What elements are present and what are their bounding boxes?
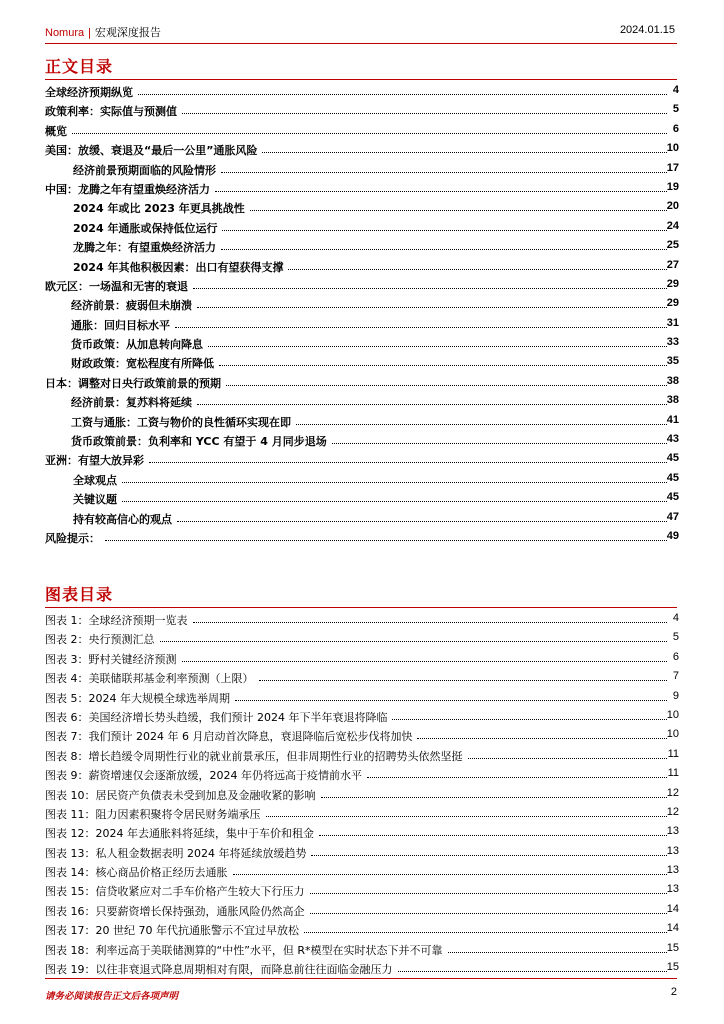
figure-entry-page: 4 xyxy=(672,612,679,624)
toc-entry-label: 通胀：回归目标水平 xyxy=(71,318,170,332)
figure-entry[interactable] xyxy=(45,668,679,687)
toc-entry-page: 41 xyxy=(666,413,679,426)
figure-entry[interactable] xyxy=(45,688,679,707)
toc-entry-page: 47 xyxy=(666,510,679,523)
figure-entry-leader xyxy=(193,622,667,623)
toc-entry-leader xyxy=(122,482,667,483)
figure-entry[interactable] xyxy=(45,920,679,939)
toc-list xyxy=(45,82,679,547)
toc-entry[interactable] xyxy=(45,353,679,372)
figure-entry-label: 图表 14：核心商品价格正经历去通胀 xyxy=(45,866,228,880)
toc-entry[interactable] xyxy=(45,315,679,334)
figure-entry-leader xyxy=(266,816,667,817)
figure-list xyxy=(45,610,679,978)
toc-entry-leader xyxy=(296,424,667,425)
toc-entry-page: 45 xyxy=(666,491,679,504)
figure-entry-label: 图表 13：私人租金数据表明 2024 年将延续放缓趋势 xyxy=(45,846,307,860)
toc-entry-label: 政策利率：实际值与预测值 xyxy=(45,105,177,119)
figure-entry-label: 图表 3：野村关键经济预测 xyxy=(45,652,177,666)
toc-entry-label: 龙腾之年：有望重焕经济活力 xyxy=(73,241,216,255)
figure-entry-label: 图表 19：以往非衰退式降息周期相对有限，而降息前往往面临金融压力 xyxy=(45,963,393,977)
toc-entry[interactable] xyxy=(45,121,679,140)
figure-entry[interactable] xyxy=(45,726,679,745)
toc-entry-leader xyxy=(175,327,667,328)
toc-entry-label: 货币政策：从加息转向降息 xyxy=(71,338,203,352)
toc-entry-label: 货币政策前景：负利率和 YCC 有望于 4 月同步退场 xyxy=(71,435,327,449)
figure-entry-page: 13 xyxy=(666,864,679,877)
toc-entry-leader xyxy=(149,462,667,463)
figure-entry-label: 图表 6：美国经济增长势头趋缓，我们预计 2024 年下半年衰退将降临 xyxy=(45,710,388,724)
toc-entry[interactable] xyxy=(45,528,679,547)
page-header xyxy=(45,22,675,42)
figure-entry-label: 图表 5：2024 年大规模全球选举周期 xyxy=(45,691,230,705)
toc-entry-page: 6 xyxy=(672,122,679,135)
figure-entry-leader xyxy=(392,719,667,720)
figure-entry-page: 13 xyxy=(666,883,679,896)
figure-entry-leader xyxy=(310,913,667,914)
toc-entry[interactable] xyxy=(45,237,679,256)
toc-entry-leader xyxy=(262,152,667,153)
figure-entry-label: 图表 17：20 世纪 70 年代抗通胀警示不宜过早放松 xyxy=(45,924,299,938)
toc-entry-leader xyxy=(208,346,667,347)
report-date: 2024.01.15 xyxy=(619,24,675,36)
toc-entry-label: 全球观点 xyxy=(73,473,117,487)
figure-entry-label: 图表 15：信贷收紧应对二手车价格产生较大下行压力 xyxy=(45,885,305,899)
toc-entry-leader xyxy=(288,269,667,270)
toc-entry-page: 20 xyxy=(666,200,679,213)
toc-entry[interactable] xyxy=(45,101,679,120)
figure-entry-leader xyxy=(304,932,667,933)
toc-entry[interactable] xyxy=(45,412,679,431)
figure-entry-page: 14 xyxy=(666,922,679,935)
footer-divider xyxy=(45,978,677,979)
figure-entry-leader xyxy=(160,641,667,642)
figure-entry-page: 12 xyxy=(666,786,679,799)
toc-entry-label: 经济前景：复苏料将延续 xyxy=(71,396,192,410)
page-number: 2 xyxy=(670,986,677,998)
toc-entry[interactable] xyxy=(45,295,679,314)
figure-entry-leader xyxy=(321,797,667,798)
figure-entry[interactable] xyxy=(45,746,679,765)
figure-entry[interactable] xyxy=(45,901,679,920)
toc-entry-label: 亚洲：有望大放异彩 xyxy=(45,454,144,468)
toc-entry-label: 欧元区：一场温和无害的衰退 xyxy=(45,279,188,293)
toc-entry-leader xyxy=(182,113,667,114)
toc-entry-page: 45 xyxy=(666,471,679,484)
figure-entry-page: 15 xyxy=(666,961,679,974)
figure-entry-leader xyxy=(417,738,667,739)
figure-entry-label: 图表 10：居民资产负债表未受到加息及金融收紧的影响 xyxy=(45,788,316,802)
figure-entry-page: 12 xyxy=(666,805,679,818)
toc-entry-page: 17 xyxy=(666,161,679,174)
toc-entry-page: 25 xyxy=(666,239,679,252)
toc-entry-page: 45 xyxy=(666,452,679,465)
toc-entry-label: 2024 年或比 2023 年更具挑战性 xyxy=(73,202,245,216)
figure-entry[interactable] xyxy=(45,940,679,959)
report-type: 宏观深度报告 xyxy=(94,26,161,39)
toc-entry-page: 27 xyxy=(666,258,679,271)
toc-entry-label: 工资与通胀：工资与物价的良性循环实现在即 xyxy=(71,415,291,429)
brand xyxy=(45,24,161,40)
figure-entry-page: 11 xyxy=(667,747,679,760)
toc-entry-page: 24 xyxy=(666,219,679,232)
figure-entry[interactable] xyxy=(45,785,679,804)
toc-entry-leader xyxy=(197,404,667,405)
toc-entry-page: 35 xyxy=(666,355,679,368)
figure-entry-label: 图表 9：薪资增速仅会逐渐放缓，2024 年仍将远高于疫情前水平 xyxy=(45,769,362,783)
figure-entry-label: 图表 12：2024 年去通胀料将延续，集中于车价和租金 xyxy=(45,827,314,841)
figure-entry[interactable] xyxy=(45,629,679,648)
toc-entry-label: 概览 xyxy=(45,124,67,138)
figure-entry-label: 图表 7：我们预计 2024 年 6 月启动首次降息，衰退降临后宽松步伐将加快 xyxy=(45,730,413,744)
toc-entry[interactable] xyxy=(45,257,679,276)
toc-entry-leader xyxy=(221,249,667,250)
figure-entry-label: 图表 18：利率远高于美联储测算的“中性”水平，但 R*模型在实时状态下并不可靠 xyxy=(45,943,443,957)
toc-entry-leader xyxy=(226,385,667,386)
toc-entry[interactable] xyxy=(45,140,679,159)
toc-entry-label: 财政政策：宽松程度有所降低 xyxy=(71,357,214,371)
figure-entry-page: 13 xyxy=(666,825,679,838)
figure-entry[interactable] xyxy=(45,823,679,842)
brand-name: Nomura xyxy=(45,27,85,39)
toc-entry-page: 49 xyxy=(666,529,679,542)
toc-entry-leader xyxy=(193,288,667,289)
figure-entry-page: 10 xyxy=(666,728,679,741)
toc-title: 正文目录 xyxy=(45,57,114,76)
figure-entry[interactable] xyxy=(45,610,679,629)
figure-entry-label: 图表 4：美联储联邦基金利率预测（上限） xyxy=(45,672,254,686)
figure-entry[interactable] xyxy=(45,959,679,978)
toc-entry-label: 风险提示： xyxy=(45,531,100,545)
toc-entry-label: 全球经济预期纵览 xyxy=(45,86,133,99)
toc-entry-leader xyxy=(222,230,667,231)
toc-entry-leader xyxy=(177,521,667,522)
toc-entry[interactable] xyxy=(45,373,679,392)
toc-title-divider xyxy=(45,79,677,80)
figure-entry[interactable] xyxy=(45,881,679,900)
toc-entry-label: 美国：放缓、衰退及“最后一公里”通胀风险 xyxy=(45,144,258,158)
toc-entry-page: 4 xyxy=(672,84,679,96)
figure-entry[interactable] xyxy=(45,707,679,726)
toc-entry-page: 43 xyxy=(666,433,679,446)
toc-entry-leader xyxy=(332,443,667,444)
toc-entry[interactable] xyxy=(45,392,679,411)
figure-entry[interactable] xyxy=(45,843,679,862)
figure-entry-label: 图表 11：阻力因素积聚将令居民财务端承压 xyxy=(45,807,261,821)
fig-title-divider xyxy=(45,607,677,608)
figure-entry-leader xyxy=(468,758,667,759)
figure-entry[interactable] xyxy=(45,649,679,668)
toc-entry[interactable] xyxy=(45,334,679,353)
figure-entry-leader xyxy=(367,777,667,778)
toc-entry-label: 关键议题 xyxy=(73,493,117,507)
figure-entry-label: 图表 16：只要薪资增长保持强劲，通胀风险仍然高企 xyxy=(45,904,305,918)
toc-entry[interactable] xyxy=(45,82,679,101)
toc-entry-page: 38 xyxy=(666,394,679,407)
figure-entry-page: 11 xyxy=(667,767,679,780)
toc-entry-label: 经济前景：疲弱但未崩溃 xyxy=(71,299,192,313)
figure-entry[interactable] xyxy=(45,804,679,823)
figure-entry-leader xyxy=(182,661,667,662)
toc-entry[interactable] xyxy=(45,431,679,450)
toc-entry-leader xyxy=(138,94,667,95)
toc-entry-label: 持有较高信心的观点 xyxy=(73,512,172,526)
figure-entry-leader xyxy=(448,952,667,953)
toc-entry[interactable] xyxy=(45,489,679,508)
toc-entry-leader xyxy=(197,307,667,308)
toc-entry-page: 29 xyxy=(666,297,679,310)
figure-entry-leader xyxy=(311,855,667,856)
figure-entry-label: 图表 1：全球经济预期一览表 xyxy=(45,614,188,627)
toc-entry-page: 10 xyxy=(666,142,679,155)
toc-entry-page: 33 xyxy=(666,336,679,349)
header-divider xyxy=(45,43,677,44)
figure-entry-leader xyxy=(398,971,667,972)
disclaimer-note: 请务必阅读报告正文后各项声明 xyxy=(45,991,179,1002)
figure-entry-label: 图表 8：增长趋缓令周期性行业的就业前景承压，但非周期性行业的招聘势头依然坚挺 xyxy=(45,749,463,763)
toc-entry-leader xyxy=(72,133,667,134)
figure-entry-page: 13 xyxy=(666,844,679,857)
toc-entry-leader xyxy=(250,210,667,211)
toc-entry-label: 2024 年通胀或保持低位运行 xyxy=(73,221,218,235)
toc-entry-label: 经济前景预期面临的风险情形 xyxy=(73,163,216,177)
toc-entry[interactable] xyxy=(45,179,679,198)
toc-entry[interactable] xyxy=(45,509,679,528)
toc-entry-label: 日本：调整对日央行政策前景的预期 xyxy=(45,376,221,390)
figure-entry-leader xyxy=(310,893,667,894)
toc-entry-leader xyxy=(221,172,667,173)
toc-entry-page: 38 xyxy=(666,374,679,387)
brand-separator: | xyxy=(84,26,95,39)
figure-entry-page: 9 xyxy=(672,689,679,702)
fig-title: 图表目录 xyxy=(45,585,114,604)
figure-entry-leader xyxy=(233,874,667,875)
toc-entry[interactable] xyxy=(45,276,679,295)
toc-entry[interactable] xyxy=(45,450,679,469)
figure-entry[interactable] xyxy=(45,765,679,784)
figure-entry-page: 6 xyxy=(672,650,679,663)
figure-entry[interactable] xyxy=(45,862,679,881)
toc-entry[interactable] xyxy=(45,218,679,237)
toc-entry-page: 29 xyxy=(666,277,679,290)
figure-entry-page: 14 xyxy=(666,902,679,915)
toc-entry-label: 2024 年其他积极因素：出口有望获得支撑 xyxy=(73,260,284,274)
toc-entry[interactable] xyxy=(45,160,679,179)
toc-entry-leader xyxy=(219,365,667,366)
toc-entry-page: 31 xyxy=(666,316,679,329)
figure-entry-page: 10 xyxy=(666,708,679,721)
toc-entry-leader xyxy=(105,540,667,541)
figure-entry-page: 5 xyxy=(672,631,679,644)
toc-entry[interactable] xyxy=(45,198,679,217)
figure-entry-label: 图表 2：央行预测汇总 xyxy=(45,633,155,647)
toc-entry-label: 中国：龙腾之年有望重焕经济活力 xyxy=(45,182,210,196)
figure-entry-leader xyxy=(319,835,667,836)
figure-entry-leader xyxy=(259,680,667,681)
toc-entry-page: 19 xyxy=(666,180,679,193)
toc-entry[interactable] xyxy=(45,470,679,489)
toc-entry-leader xyxy=(122,501,667,502)
toc-entry-leader xyxy=(215,191,667,192)
figure-entry-leader xyxy=(235,700,667,701)
figure-entry-page: 15 xyxy=(666,941,679,954)
toc-entry-page: 5 xyxy=(672,103,679,116)
figure-entry-page: 7 xyxy=(672,670,679,683)
